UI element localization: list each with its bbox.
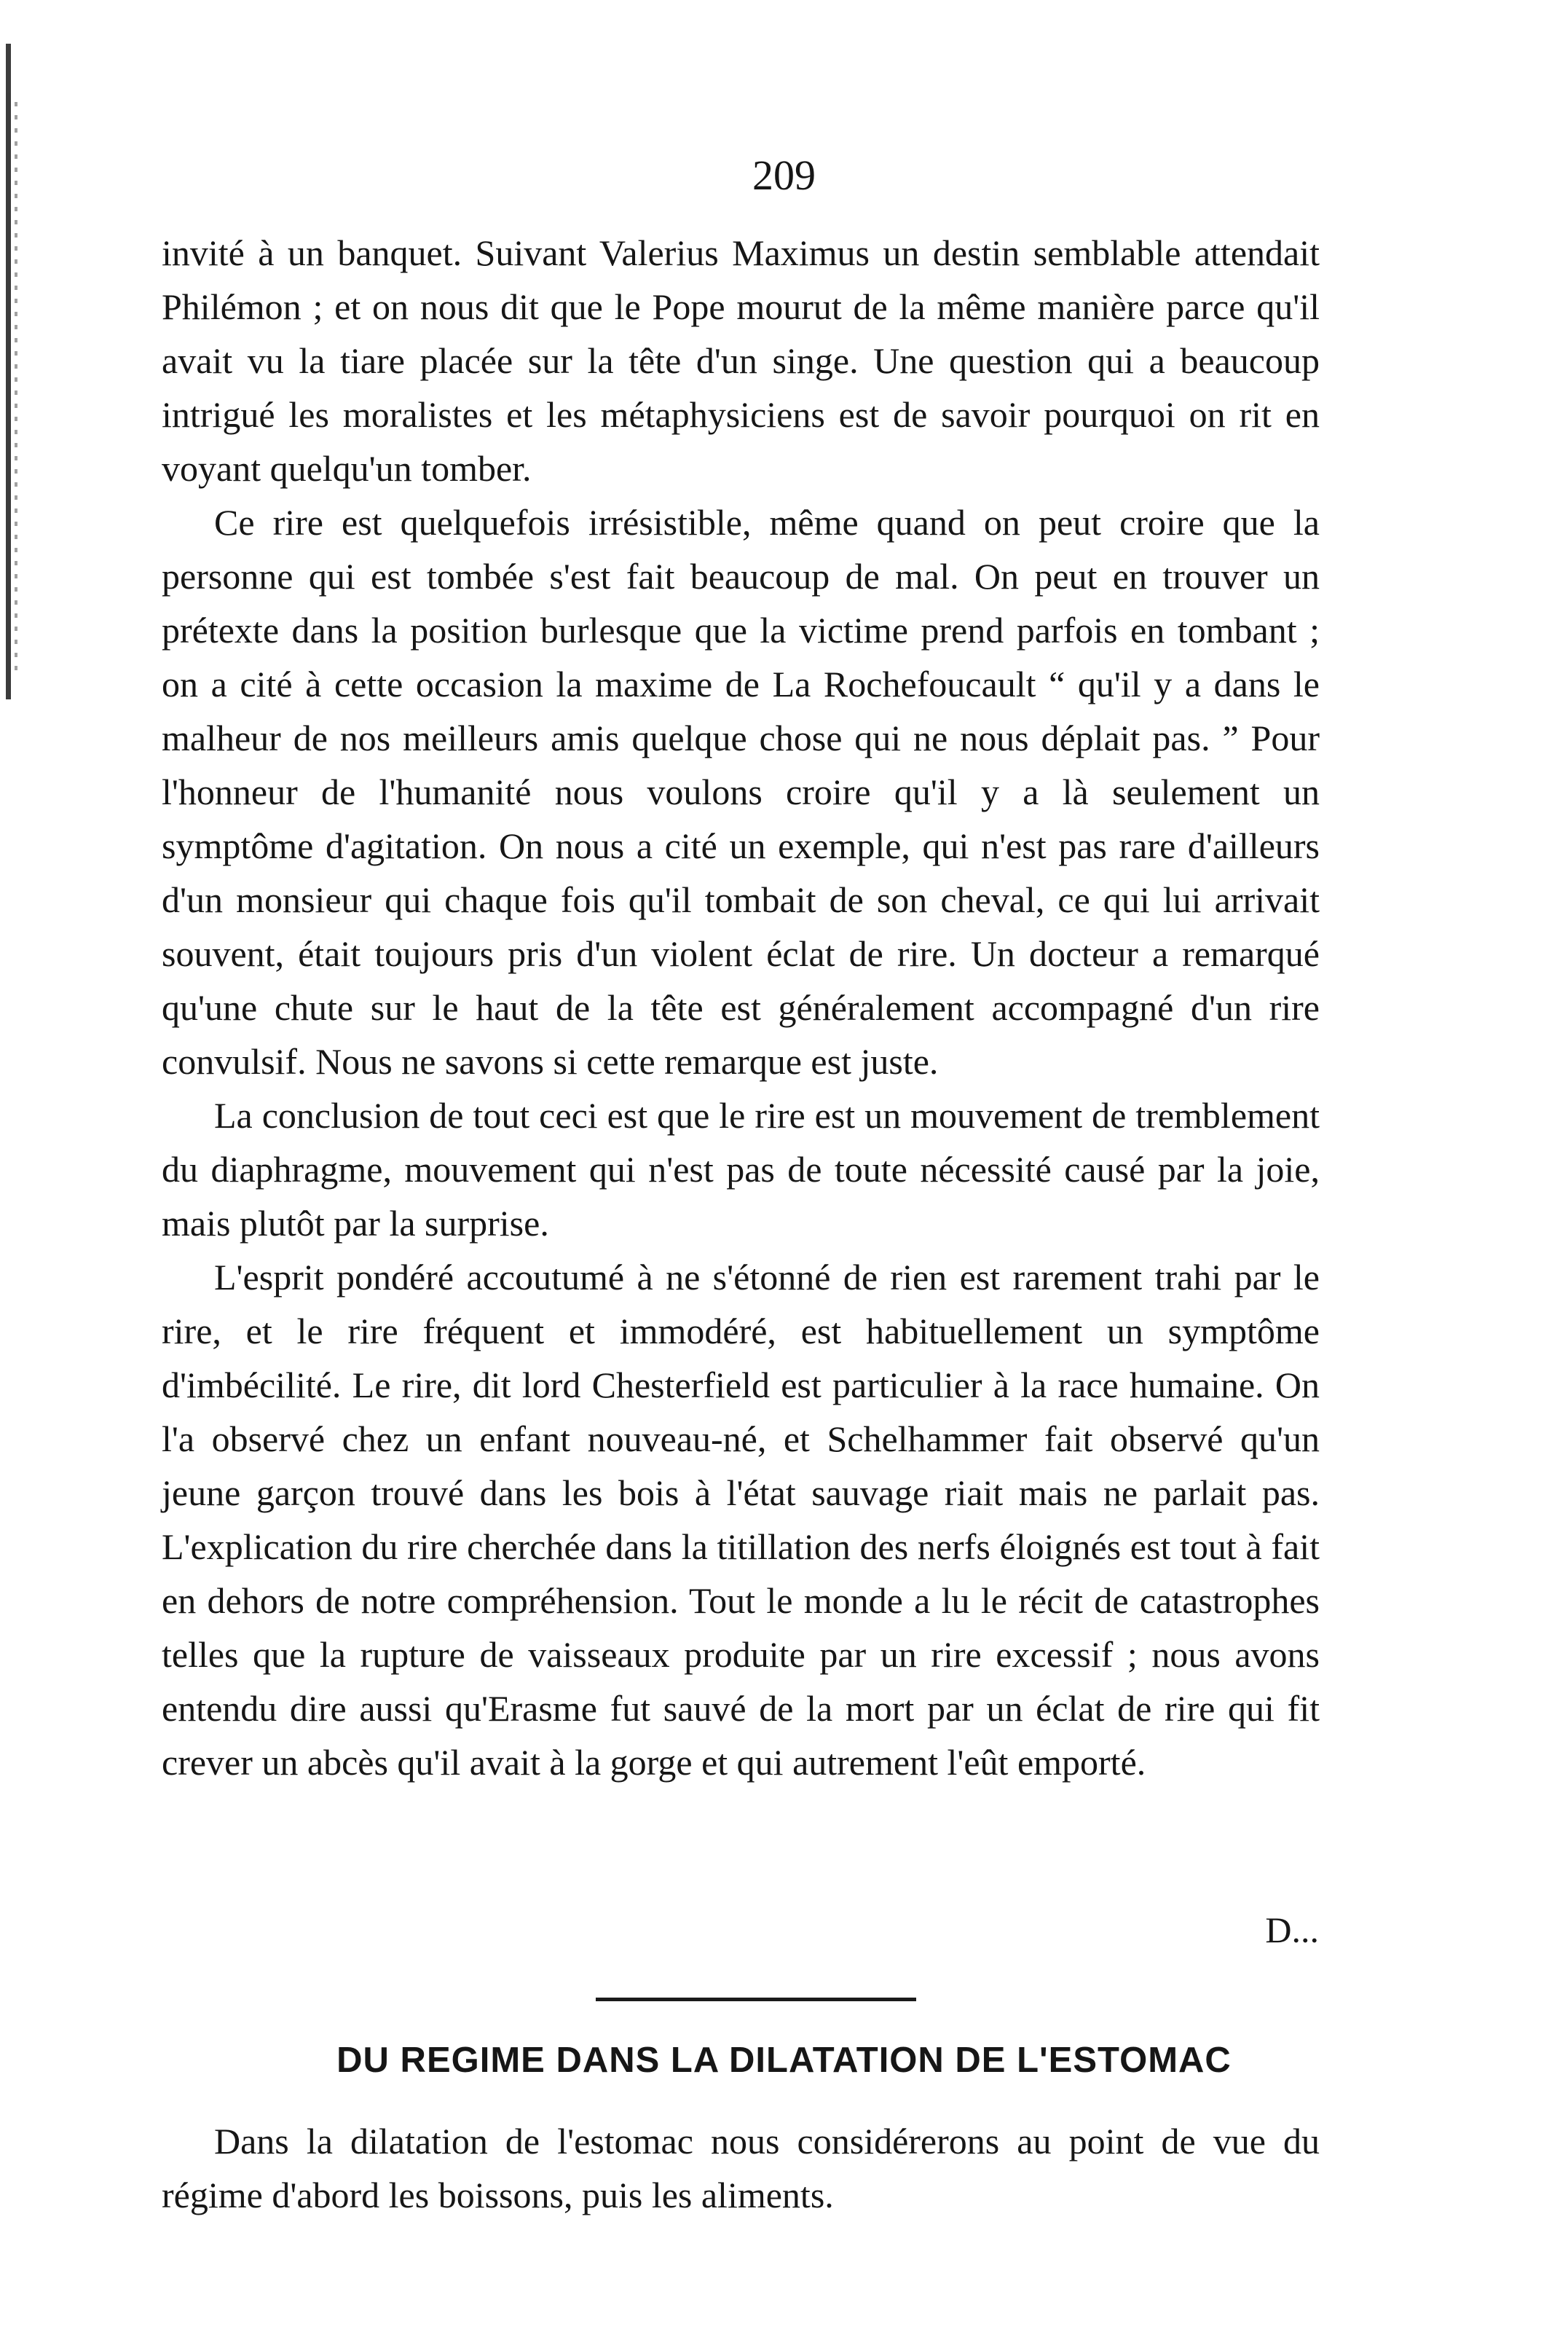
paragraph-1: invité à un banquet. Suivant Valerius Maximus un destin semblable attendait Philémon ; et on nous dit que le Pope mourut de la même manière parce qu'il avait vu la tiare placée sur la tête d'un singe. Une question qui a beaucoup intrigué les moralistes et les métaphysiciens est de savoir pourquoi on rit en voyant quelqu'un tomber. xyxy=(162,232,1320,489)
paragraph-2: Ce rire est quelquefois irrésistible, même quand on peut croire que la personne qui est tombée s'est fait beaucoup de mal. On peut en trouver un prétexte dans la position burlesque que la victime prend parfois en tombant ; on a cité à cette occasion la maxime de La Rochefoucault “ qu'il y a dans le malheur de nos meilleurs amis quelque chose qui ne nous déplait pas. ” Pour l'honneur de l'humanité nous voulons croire qu'il y a là seulement un symptôme d'agitation. On nous a cité un exemple, qui n'est pas rare d'ailleurs d'un monsieur qui chaque fois qu'il tombait de son cheval, ce qui lui arrivait souvent, était toujours pris d'un violent éclat de rire. Un docteur a remarqué qu'une chute sur le haut de la tête est généralement accompagné d'un rire convulsif. Nous ne savons si cette remarque est juste. xyxy=(162,502,1320,1082)
article-body xyxy=(162,226,1320,1789)
author-signature: D... xyxy=(1265,1909,1319,1950)
page-number: 209 xyxy=(752,152,816,199)
paragraph-3: La conclusion de tout ceci est que le rire est un mouvement de tremblement du diaphragme, mouvement qui n'est pas de toute nécessité causé par la joie, mais plutôt par la surprise. xyxy=(162,1095,1320,1244)
section-heading: DU REGIME DANS LA DILATATION DE L'ESTOMAC xyxy=(336,2041,1232,2080)
scan-binding-edge xyxy=(6,44,20,699)
paragraph-4: L'esprit pondéré accoutumé à ne s'étonné de rien est rarement trahi par le rire, et le rire fréquent et immodéré, est habituellement un symptôme d'imbécilité. Le rire, dit lord Chesterfield est particulier à la race humaine. On l'a observé chez un enfant nouveau-né, et Schelhammer fait observé qu'un jeune garçon trouvé dans les bois à l'état sauvage riait mais ne parlait pas. L'explication du rire cherchée dans la titillation des nerfs éloignés est tout à fait en dehors de notre compréhension. Tout le monde a lu le récit de catastrophes telles que la rupture de vaisseaux produite par un rire excessif ; nous avons entendu dire aussi qu'Erasme fut sauvé de la mort par un éclat de rire qui fit crever un abcès qu'il avait à la gorge et qui autrement l'eût emporté. xyxy=(162,1257,1320,1783)
section-divider xyxy=(596,1998,916,2001)
section-body xyxy=(162,2114,1320,2222)
section-paragraph: Dans la dilatation de l'estomac nous considérerons au point de vue du régime d'abord les boissons, puis les aliments. xyxy=(162,2121,1320,2215)
